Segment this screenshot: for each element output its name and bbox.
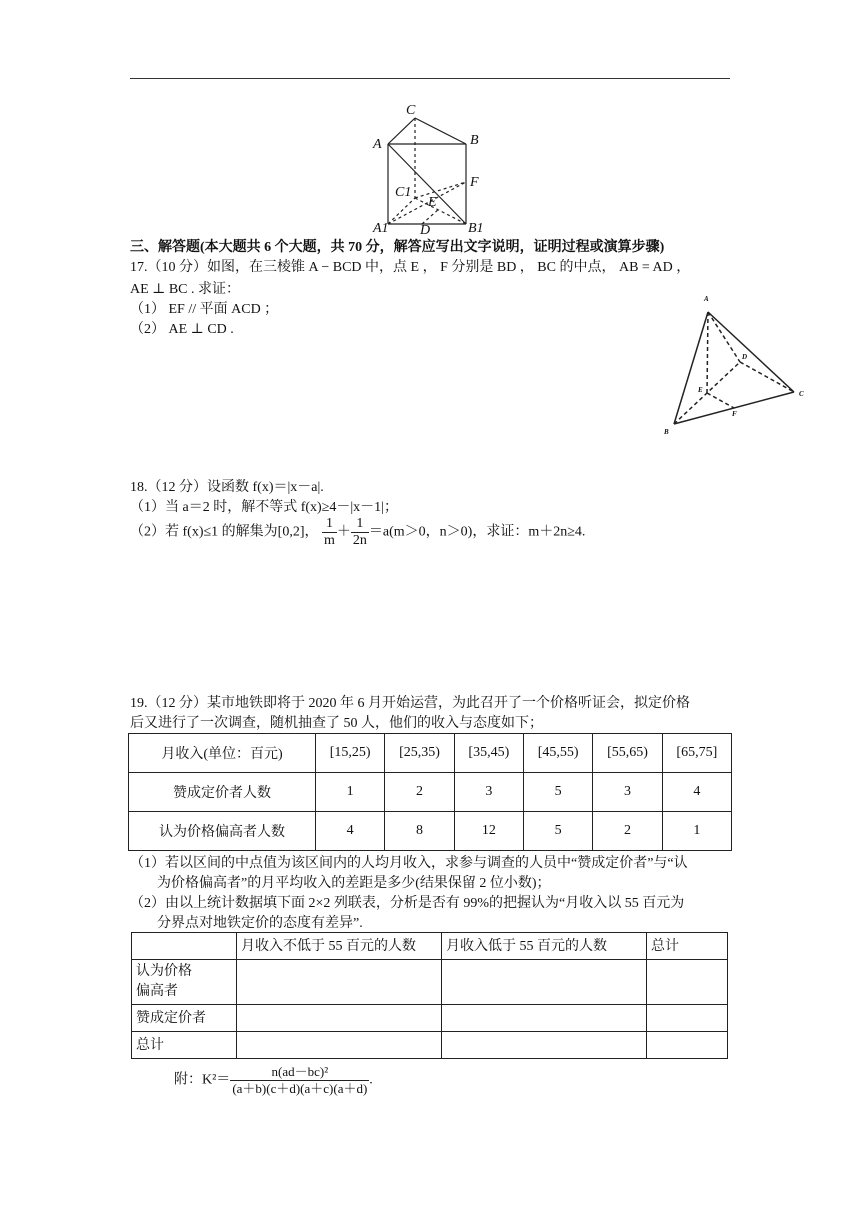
table-header-cell: [35,45) <box>454 734 523 773</box>
table-cell: 1 <box>316 773 385 812</box>
table-cell <box>647 1005 728 1032</box>
fig1-label: E <box>428 195 437 210</box>
q19-part2b: 分界点对地铁定价的态度有差异”. <box>157 916 363 931</box>
q17-line1: 17.（10 分）如图，在三棱锥 A − BCD 中，点 E ， F 分别是 BD ， BC 的中点， AB = AD ， <box>130 260 691 275</box>
table-cell <box>442 960 647 1005</box>
table-header-cell: [25,35) <box>385 734 454 773</box>
fig2-label: C <box>799 390 804 398</box>
table-row <box>132 1005 728 1032</box>
formula-prefix: 附：K²＝ <box>174 1072 231 1088</box>
table-cell: 2 <box>593 812 662 851</box>
fig1-label: B1 <box>468 221 484 236</box>
formula-fraction <box>230 1064 369 1097</box>
frac2-den: 2n <box>352 533 367 548</box>
fraction-1-over-2n <box>351 516 369 549</box>
table-header-cell: 月收入不低于 55 百元的人数 <box>237 933 442 960</box>
table-cell: 赞成定价者人数 <box>129 773 316 812</box>
q18-part1: （1）当 a＝2 时，解不等式 f(x)≥4－|x－1|； <box>130 500 398 515</box>
table-header-row <box>129 734 732 773</box>
table-cell <box>237 1005 442 1032</box>
fig2-label: B <box>664 428 669 436</box>
formula-denominator: (a＋b)(c＋d)(a＋c)(a＋d) <box>232 1081 368 1096</box>
table-header-cell: 月收入(单位：百元) <box>129 734 316 773</box>
fig1-label: F <box>470 175 479 190</box>
fig1-label: A <box>373 137 382 152</box>
q19-part1a: （1）若以区间的中点值为该区间内的人均月收入，求参与调查的人员中“赞成定价者”与“认 <box>130 856 688 871</box>
section-heading: 三、解答题(本大题共 6 个大题，共 70 分，解答应写出文字说明，证明过程或演算步骤) <box>130 240 665 255</box>
fig2-label: A <box>704 295 709 303</box>
table-cell: 4 <box>662 773 731 812</box>
table-cell: 3 <box>454 773 523 812</box>
table-cell <box>132 960 237 1005</box>
table-cell <box>237 1032 442 1059</box>
prism-figure <box>360 100 500 240</box>
table-cell: 总计 <box>132 1032 237 1059</box>
fig1-label: C1 <box>395 185 412 200</box>
table-cell <box>442 1032 647 1059</box>
fraction-1-over-m <box>322 516 337 549</box>
table-cell: 4 <box>316 812 385 851</box>
q18-part2-post: ＝a(m＞0，n＞0)，求证：m＋2n≥4. <box>368 524 586 540</box>
table-cell <box>237 960 442 1005</box>
q17-part1: （1） EF // 平面 ACD ； <box>130 302 279 317</box>
frac2-num: 1 <box>351 516 369 533</box>
q17-part2: （2） AE ⊥ CD . <box>130 322 234 337</box>
table-header-cell: [45,55) <box>523 734 592 773</box>
q18-line1: 18.（12 分）设函数 f(x)＝|x－a|. <box>130 480 324 495</box>
table-header-row <box>132 933 728 960</box>
table-row <box>132 960 728 1005</box>
k-squared-formula <box>174 1064 373 1097</box>
table-row <box>129 773 732 812</box>
q17-line2: AE ⊥ BC . 求证： <box>130 282 241 297</box>
table-cell: 2 <box>385 773 454 812</box>
contingency-table <box>131 932 728 1059</box>
fig2-label: D <box>742 353 748 361</box>
table-row <box>132 1032 728 1059</box>
row-label: 认为价格偏高者 <box>136 964 192 999</box>
income-attitude-table <box>128 733 732 851</box>
table-cell: 3 <box>593 773 662 812</box>
fig1-label: C <box>406 103 416 118</box>
formula-numerator: n(ad－bc)² <box>230 1064 369 1081</box>
header-rule <box>130 78 730 79</box>
frac1-num: 1 <box>322 516 337 533</box>
table-header-cell: [15,25) <box>316 734 385 773</box>
table-cell <box>647 1032 728 1059</box>
table-header-cell: [65,75] <box>662 734 731 773</box>
fig2-label: F <box>732 410 737 418</box>
q19-part2a: （2）由以上统计数据填下面 2×2 列联表，分析是否有 99%的把握认为“月收入以 55 百元为 <box>130 896 685 911</box>
table-header-cell: [55,65) <box>593 734 662 773</box>
q19-part1b: 为价格偏高者”的月平均收入的差距是多少(结果保留 2 位小数)； <box>157 876 551 891</box>
frac1-den: m <box>324 533 335 548</box>
table-cell: 5 <box>523 773 592 812</box>
q19-line1: 19.（12 分）某市地铁即将于 2020 年 6 月开始运营，为此召开了一个价格听证会，拟定价格 <box>130 696 690 711</box>
table-cell: 12 <box>454 812 523 851</box>
table-cell <box>647 960 728 1005</box>
fig1-label: B <box>470 133 479 148</box>
table-cell: 1 <box>662 812 731 851</box>
table-header-cell: 总计 <box>647 933 728 960</box>
fig1-label: A1 <box>373 221 389 236</box>
table-header-cell <box>132 933 237 960</box>
table-row <box>129 812 732 851</box>
table-header-cell: 月收入低于 55 百元的人数 <box>442 933 647 960</box>
table-cell <box>442 1005 647 1032</box>
table-cell: 5 <box>523 812 592 851</box>
table-cell: 认为价格偏高者人数 <box>129 812 316 851</box>
tetrahedron-figure <box>660 290 820 440</box>
q18-part2-pre: （2）若 f(x)≤1 的解集为[0,2]， <box>130 524 319 540</box>
formula-suffix: . <box>369 1072 373 1088</box>
plus-sign: ＋ <box>336 524 351 540</box>
table-cell: 8 <box>385 812 454 851</box>
fig2-label: E <box>698 386 703 394</box>
q19-line2: 后又进行了一次调查，随机抽查了 50 人，他们的收入与态度如下； <box>130 716 543 731</box>
fig1-label: D <box>420 223 431 238</box>
q18-part2 <box>130 516 585 549</box>
table-cell: 赞成定价者 <box>132 1005 237 1032</box>
